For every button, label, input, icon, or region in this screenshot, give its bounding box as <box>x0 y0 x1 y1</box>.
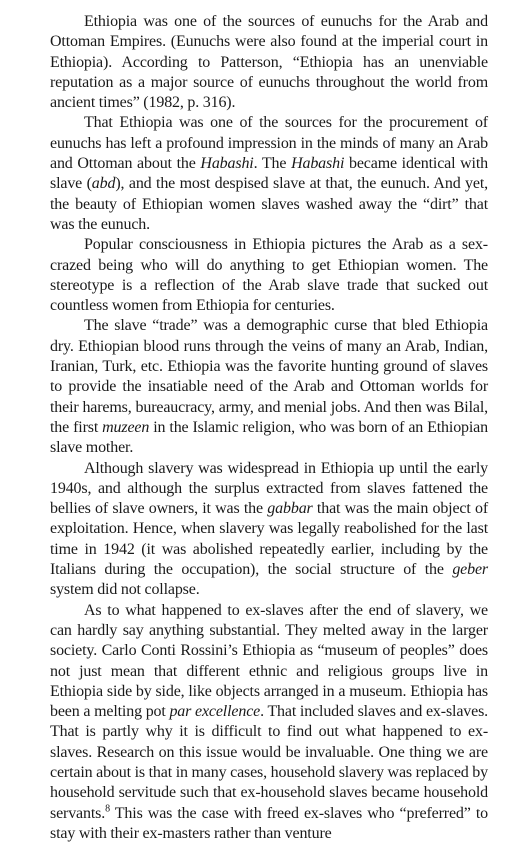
text-run: . That included slaves and ex-slaves. That is partly why it is difficult to find out what happened to ex-slaves. Research on this issue would be invaluable. One thing we are certain about is that in many cases, household slavery was replaced by household servitude such that ex-household slaves became household servants. <box>50 703 489 822</box>
text-run: That Ethiopia was one of the sources for the procurement of eunuchs has left a profound impression in the minds of many an Arab and Ottoman about the <box>50 114 488 173</box>
footnote-marker: 8 <box>105 803 110 815</box>
paragraph <box>50 316 488 458</box>
paragraph <box>50 459 488 601</box>
text-run: system did not collapse. <box>50 581 200 599</box>
text-run: that was the main object of exploitation. Hence, when slavery was legally reabolished for the last time in 1942 (it was abolished repeatedly earlier, including by the Italians during the occupation), the social structure of the <box>50 500 488 579</box>
text-run: Although slavery was widespread in Ethiopia up until the early 1940s, and although the surplus extracted from slaves fattened the bellies of slave owners, it was the <box>50 459 488 518</box>
book-page-text <box>50 12 488 844</box>
italic-term: abd <box>91 175 116 193</box>
text-run: Ethiopia was one of the sources of eunuchs for the Arab and Ottoman Empires. (Eunuchs were also found at the imperial court in Ethiopia). According to Patterson, “Ethiopia has an unenviable reputation as a major source of eunuchs throughout the world from ancient times” (1982, p. 316). <box>50 13 488 112</box>
italic-term: geber <box>452 561 488 579</box>
text-run: This was the case with freed ex-slaves who “preferred” to stay with their ex-masters rather than venture <box>50 804 488 842</box>
italic-term: Habashi <box>291 155 345 173</box>
italic-term: Habashi <box>200 155 254 173</box>
text-run: Popular consciousness in Ethiopia pictures the Arab as a sex-crazed being who will do anything to get Ethiopian women. The stereotype is a reflection of the Arab slave trade that sucked out countless women from Ethiopia for centuries. <box>50 236 488 315</box>
text-run: ), and the most despised slave at that, the eunuch. And yet, the beauty of Ethiopian women slaves washed away the “dirt” that was the eunuch. <box>50 175 488 233</box>
paragraph <box>50 601 488 844</box>
italic-term: par excellence <box>169 703 261 721</box>
paragraph <box>50 235 488 316</box>
text-run: As to what happened to ex-slaves after the end of slavery, we can hardly say anything substantial. They melted away in the larger society. Carlo Conti Rossini’s Ethiopia as “museum of peoples” does not just mean that different ethnic and religious groups live in Ethiopia side by side, like objects arranged in a museum. Ethiopia has been a melting pot <box>50 601 488 721</box>
text-run: . The <box>253 155 292 173</box>
text-run: became identical with slave ( <box>50 155 488 193</box>
italic-term: muzeen <box>102 418 150 436</box>
text-run: The slave “trade” was a demographic curse that bled Ethiopia dry. Ethiopian blood runs through the veins of many an Arab, Indian, Iranian, Turk, etc. Ethiopia was the favorite hunting ground of slaves to provide the insatiable need of the Arab and Ottoman worlds for their harems, bureaucracy, army, and menial jobs. And then was Bilal, the first <box>50 317 488 436</box>
paragraph <box>50 113 488 235</box>
paragraph <box>50 12 488 113</box>
text-run: in the Islamic religion, who was born of an Ethiopian slave mother. <box>50 418 488 457</box>
italic-term: gabbar <box>267 500 313 518</box>
